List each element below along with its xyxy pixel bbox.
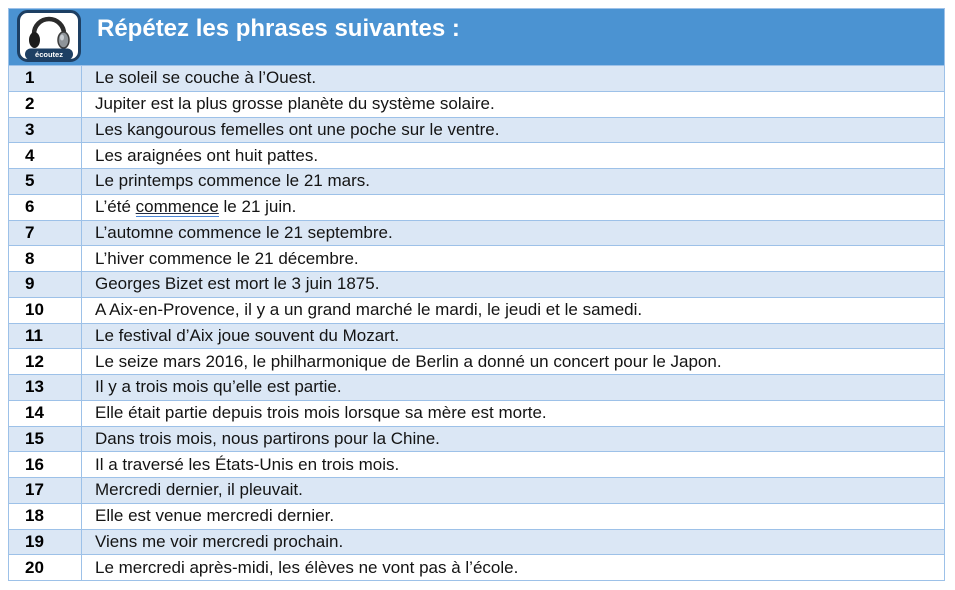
- phrase-text: Le festival d’Aix joue souvent du Mozart.: [95, 325, 400, 345]
- table-row: [9, 168, 944, 194]
- phrase-text: Le seize mars 2016, le philharmonique de Berlin a donné un concert pour le Japon.: [95, 351, 722, 371]
- table-row: [9, 297, 944, 323]
- row-number: 15: [9, 427, 82, 452]
- row-number: 5: [9, 169, 82, 194]
- phrase-text: Il y a trois mois qu’elle est partie.: [95, 377, 342, 397]
- phrase-text: Elle était partie depuis trois mois lorsque sa mère est morte.: [95, 403, 547, 423]
- phrase-text: A Aix-en-Provence, il y a un grand marché le mardi, le jeudi et le samedi.: [95, 300, 643, 320]
- table-row: [9, 400, 944, 426]
- table-row: [9, 477, 944, 503]
- row-number: 20: [9, 555, 82, 580]
- row-number: 18: [9, 504, 82, 529]
- row-number: 16: [9, 452, 82, 477]
- row-number: 9: [9, 272, 82, 297]
- table-row: [9, 142, 944, 168]
- phrase-text: Dans trois mois, nous partirons pour la Chine.: [95, 428, 440, 448]
- headphones-icon: [17, 10, 81, 62]
- table-row: [9, 529, 944, 555]
- phrase-text: L’hiver commence le 21 décembre.: [95, 248, 359, 268]
- table-row: [9, 91, 944, 117]
- phrase-text: Les araignées ont huit pattes.: [95, 145, 319, 165]
- row-number: 6: [9, 195, 82, 220]
- table-row: [9, 374, 944, 400]
- row-number: 17: [9, 478, 82, 503]
- phrase-text: Elle est venue mercredi dernier.: [95, 506, 335, 526]
- row-number: 14: [9, 401, 82, 426]
- worksheet-table: [8, 8, 945, 581]
- phrase-part: L’été: [95, 197, 136, 217]
- row-number: 1: [9, 66, 82, 91]
- table-row: [9, 323, 944, 349]
- table-row: [9, 426, 944, 452]
- row-number: 7: [9, 221, 82, 246]
- phrase-text: Viens me voir mercredi prochain.: [95, 531, 344, 551]
- row-number: 19: [9, 530, 82, 555]
- row-number: 8: [9, 246, 82, 271]
- table-row: [9, 194, 944, 220]
- row-number: 11: [9, 324, 82, 349]
- page-title: Répétez les phrases suivantes :: [97, 15, 460, 42]
- phrase-list: [9, 65, 944, 580]
- table-row: [9, 220, 944, 246]
- phrase-text: Le printemps commence le 21 mars.: [95, 171, 370, 191]
- table-row: [9, 117, 944, 143]
- worksheet-header: [9, 9, 944, 65]
- phrase-text: Georges Bizet est mort le 3 juin 1875.: [95, 274, 380, 294]
- phrase-text: [82, 195, 944, 220]
- svg-text:écoutez: écoutez: [35, 50, 63, 59]
- phrase-text: L’automne commence le 21 septembre.: [95, 222, 393, 242]
- phrase-part-underlined: commence: [135, 196, 219, 216]
- table-row: [9, 451, 944, 477]
- row-number: 12: [9, 349, 82, 374]
- row-number: 2: [9, 92, 82, 117]
- phrase-text: Il a traversé les États-Unis en trois mois.: [95, 454, 400, 474]
- phrase-text: Le soleil se couche à l’Ouest.: [95, 68, 317, 88]
- table-row: [9, 348, 944, 374]
- row-number: 3: [9, 118, 82, 143]
- row-number: 4: [9, 143, 82, 168]
- row-number: 10: [9, 298, 82, 323]
- phrase-part: le 21 juin.: [218, 197, 297, 217]
- table-row: [9, 245, 944, 271]
- table-row: [9, 554, 944, 580]
- phrase-text: Le mercredi après-midi, les élèves ne vont pas à l’école.: [95, 557, 519, 577]
- phrase-text: Les kangourous femelles ont une poche sur le ventre.: [95, 119, 500, 139]
- phrase-text: Jupiter est la plus grosse planète du système solaire.: [95, 94, 495, 114]
- table-row: [9, 271, 944, 297]
- phrase-text: Mercredi dernier, il pleuvait.: [95, 480, 303, 500]
- row-number: 13: [9, 375, 82, 400]
- table-row: [9, 503, 944, 529]
- table-row: [9, 65, 944, 91]
